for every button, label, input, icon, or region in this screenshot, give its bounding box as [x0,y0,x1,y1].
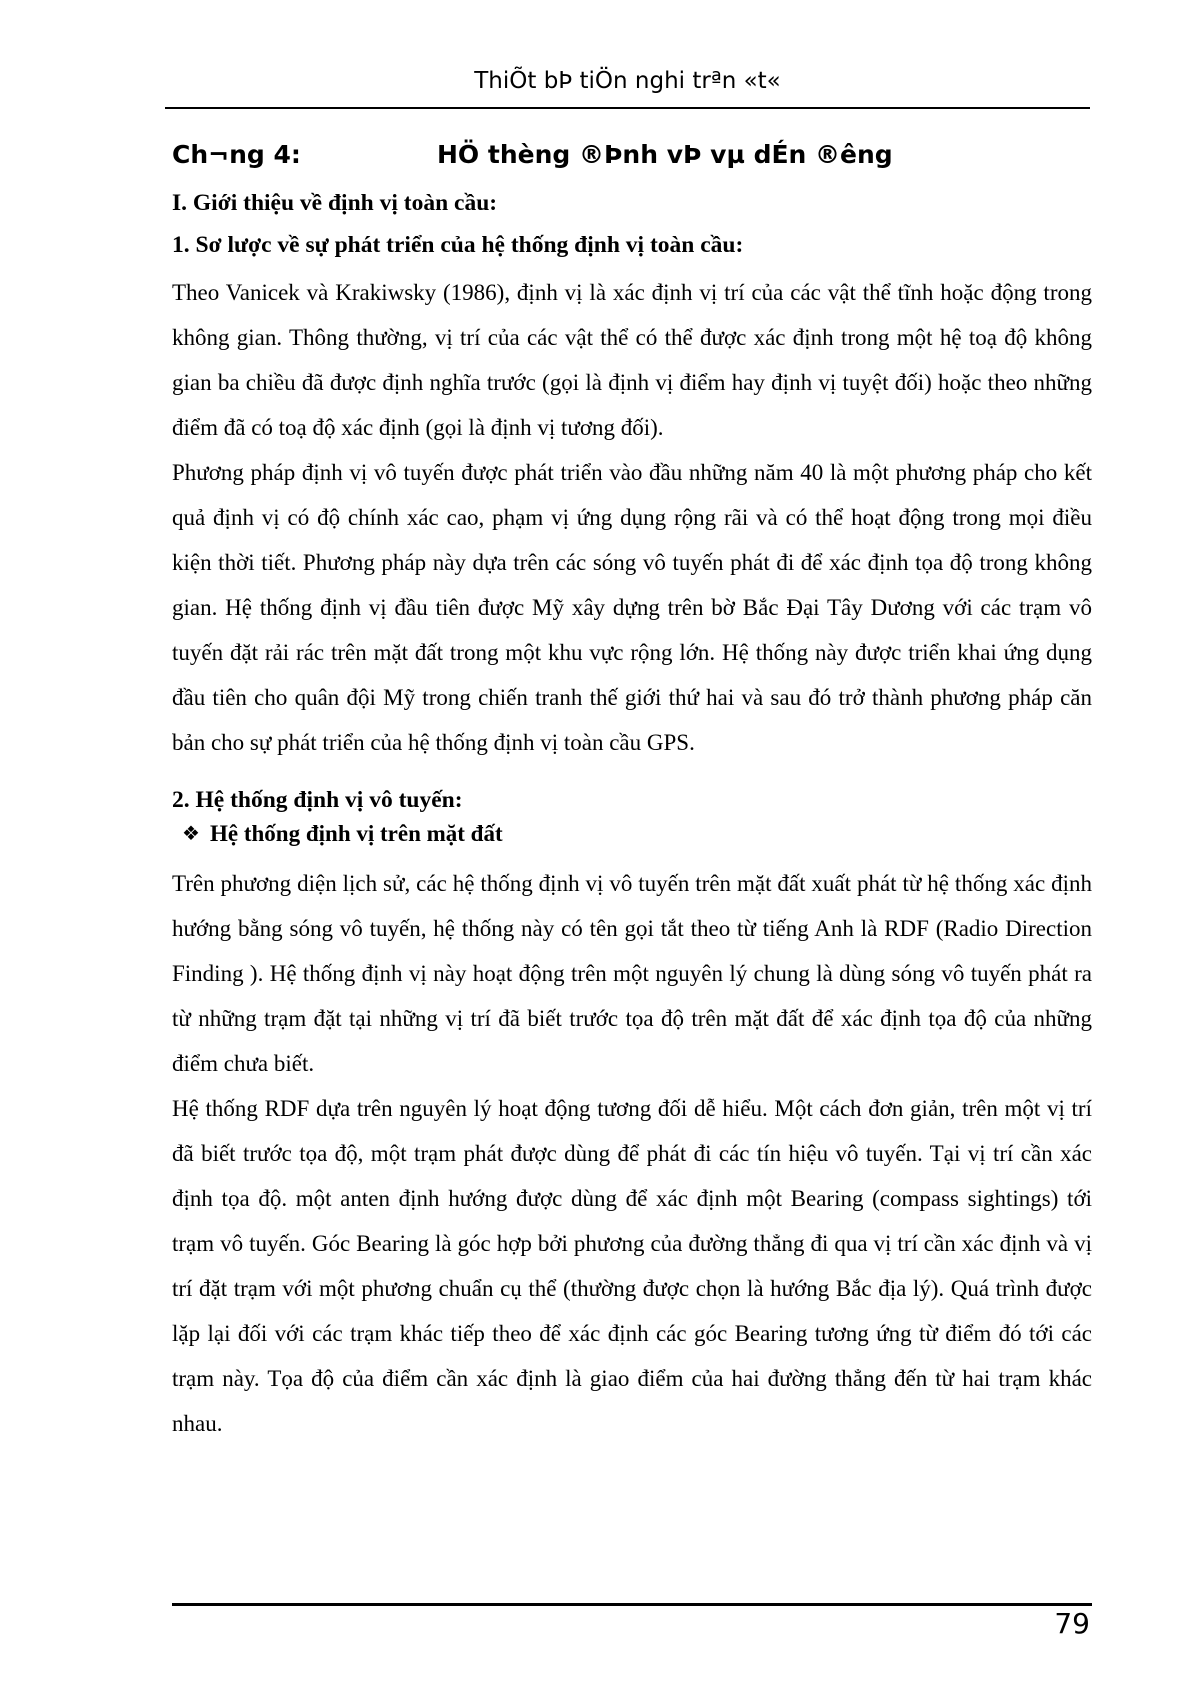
header-rule [165,107,1090,109]
footer-rule [172,1603,1092,1606]
paragraph: Trên phương diện lịch sử, các hệ thống định vị vô tuyến trên mặt đất xuất phát từ hệ thống xác định hướng bằng sóng vô tuyến, hệ thống này có tên gọi tắt theo từ tiếng Anh là RDF (Radio Direction Finding ). Hệ thống định vị này hoạt động trên một nguyên lý chung là dùng sóng vô tuyến phát ra từ những trạm đặt tại những vị trí đã biết trước tọa độ trên mặt đất để xác định tọa độ của những điểm chưa biết. [172,871,1092,1076]
document-body [172,186,1092,1446]
bullet-heading: Hệ thống định vị trên mặt đất [210,821,503,846]
subsection-heading: 1. Sơ lược về sự phát triển của hệ thống định vị toàn cầu: [172,232,744,258]
running-header: ThiÕt bÞ tiÖn nghi trªn «t« [474,68,781,94]
bullet-item [182,817,1092,851]
page-number: 79 [1054,1607,1090,1640]
diamond-bullet-icon: ❖ [182,823,200,845]
subsection-heading: 2. Hệ thống định vị vô tuyến: [172,787,463,813]
paragraph: Theo Vanicek và Krakiwsky (1986), định vị là xác định vị trí của các vật thể tĩnh hoặc động trong không gian. Thông thường, vị trí của các vật thể có thể được xác định trong một hệ toạ độ không gian ba chiều đã được định nghĩa trước (gọi là định vị điểm hay định vị tuyệt đối) hoặc theo những điểm đã có toạ độ xác định (gọi là định vị tương đối). [172,280,1092,440]
chapter-title: HÖ thèng ®Þnh vÞ vµ dÉn ®êng [437,140,893,169]
chapter-number: Ch¬ng 4: [172,140,301,169]
paragraph: Hệ thống RDF dựa trên nguyên lý hoạt động tương đối dễ hiểu. Một cách đơn giản, trên một vị trí đã biết trước tọa độ, một trạm phát được dùng để phát đi các tín hiệu vô tuyến. Tại vị trí cần xác định tọa độ. một anten định hướng được dùng để xác định một Bearing (compass sightings) tới trạm vô tuyến. Góc Bearing là góc hợp bởi phương của đường thẳng đi qua vị trí cần xác định và vị trí đặt trạm với một phương chuẩn cụ thể (thường được chọn là hướng Bắc địa lý). Quá trình được lặp lại đối với các trạm khác tiếp theo để xác định các góc Bearing tương ứng từ điểm đó tới các trạm này. Tọa độ của điểm cần xác định là giao điểm của hai đường thẳng đến từ hai trạm khác nhau. [172,1096,1092,1436]
chapter-heading [172,140,1072,169]
section-heading: I. Giới thiệu về định vị toàn cầu: [172,190,498,216]
paragraph: Phương pháp định vị vô tuyến được phát triển vào đầu những năm 40 là một phương pháp cho kết quả định vị có độ chính xác cao, phạm vị ứng dụng rộng rãi và có thể hoạt động trong mọi điều kiện thời tiết. Phương pháp này dựa trên các sóng vô tuyến phát đi để xác định tọa độ trong không gian. Hệ thống định vị đầu tiên được Mỹ xây dựng trên bờ Bắc Đại Tây Dương với các trạm vô tuyến đặt rải rác trên mặt đất trong một khu vực rộng lớn. Hệ thống này được triển khai ứng dụng đầu tiên cho quân đội Mỹ trong chiến tranh thế giới thứ hai và sau đó trở thành phương pháp căn bản cho sự phát triển của hệ thống định vị toàn cầu GPS. [172,460,1092,755]
